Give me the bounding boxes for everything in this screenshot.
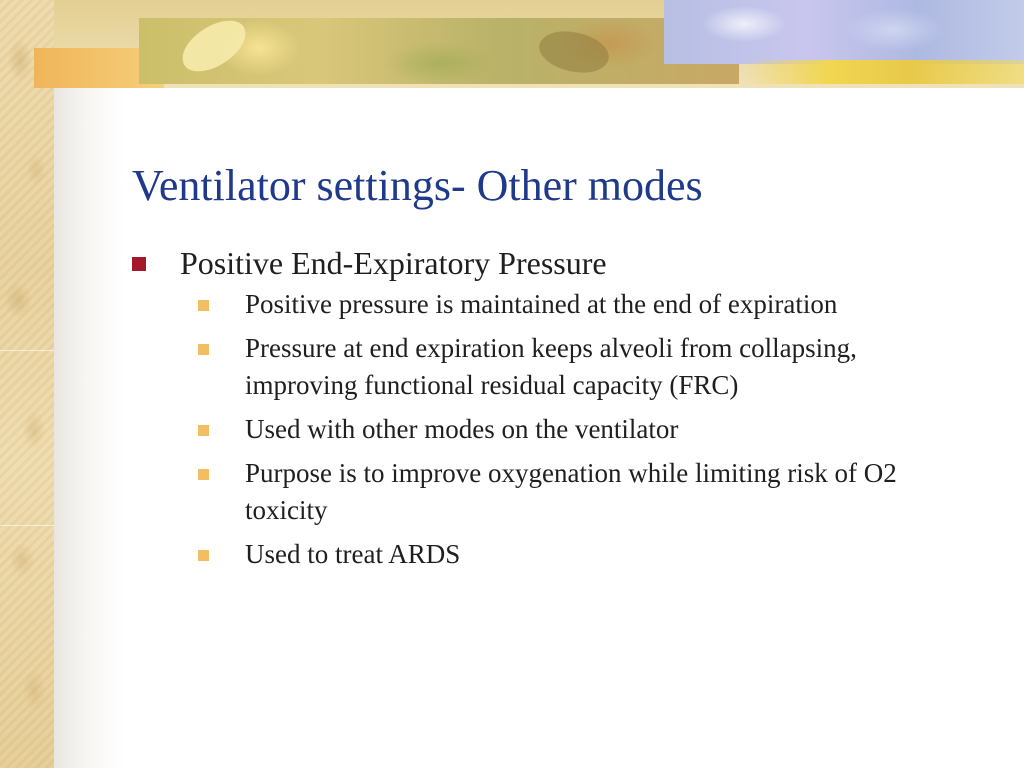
- banner-tile: [744, 60, 1024, 84]
- sub-bullet-item: [130, 330, 950, 404]
- sub-bullet-item: [130, 455, 950, 529]
- square-bullet-icon: [198, 425, 209, 436]
- sub-bullet-text: Used with other modes on the ventilator: [245, 414, 679, 444]
- banner-tile: [139, 18, 739, 84]
- sub-bullet-list: [130, 286, 950, 573]
- banner-tile: [664, 0, 1024, 64]
- square-bullet-icon: [198, 469, 209, 480]
- sub-bullet-text: Pressure at end expiration keeps alveoli from collapsing, improving functional residual capacity (FRC): [245, 333, 857, 400]
- slide-title: Ventilator settings- Other modes: [132, 161, 703, 210]
- sub-bullet-text: Purpose is to improve oxygenation while limiting risk of O2 toxicity: [245, 458, 897, 525]
- bullet-item: [130, 242, 950, 284]
- square-bullet-icon: [132, 257, 146, 271]
- top-decorative-banner: [54, 0, 1024, 88]
- bullet-list: [130, 242, 950, 580]
- square-bullet-icon: [198, 550, 209, 561]
- sub-bullet-item: [130, 286, 950, 323]
- bullet-text: Positive End-Expiratory Pressure: [180, 245, 607, 281]
- left-texture-strip: [0, 0, 54, 768]
- sub-bullet-item: [130, 411, 950, 448]
- square-bullet-icon: [198, 300, 209, 311]
- square-bullet-icon: [198, 344, 209, 355]
- sub-bullet-item: [130, 536, 950, 573]
- sub-bullet-text: Positive pressure is maintained at the end of expiration: [245, 289, 838, 319]
- sub-bullet-text: Used to treat ARDS: [245, 539, 461, 569]
